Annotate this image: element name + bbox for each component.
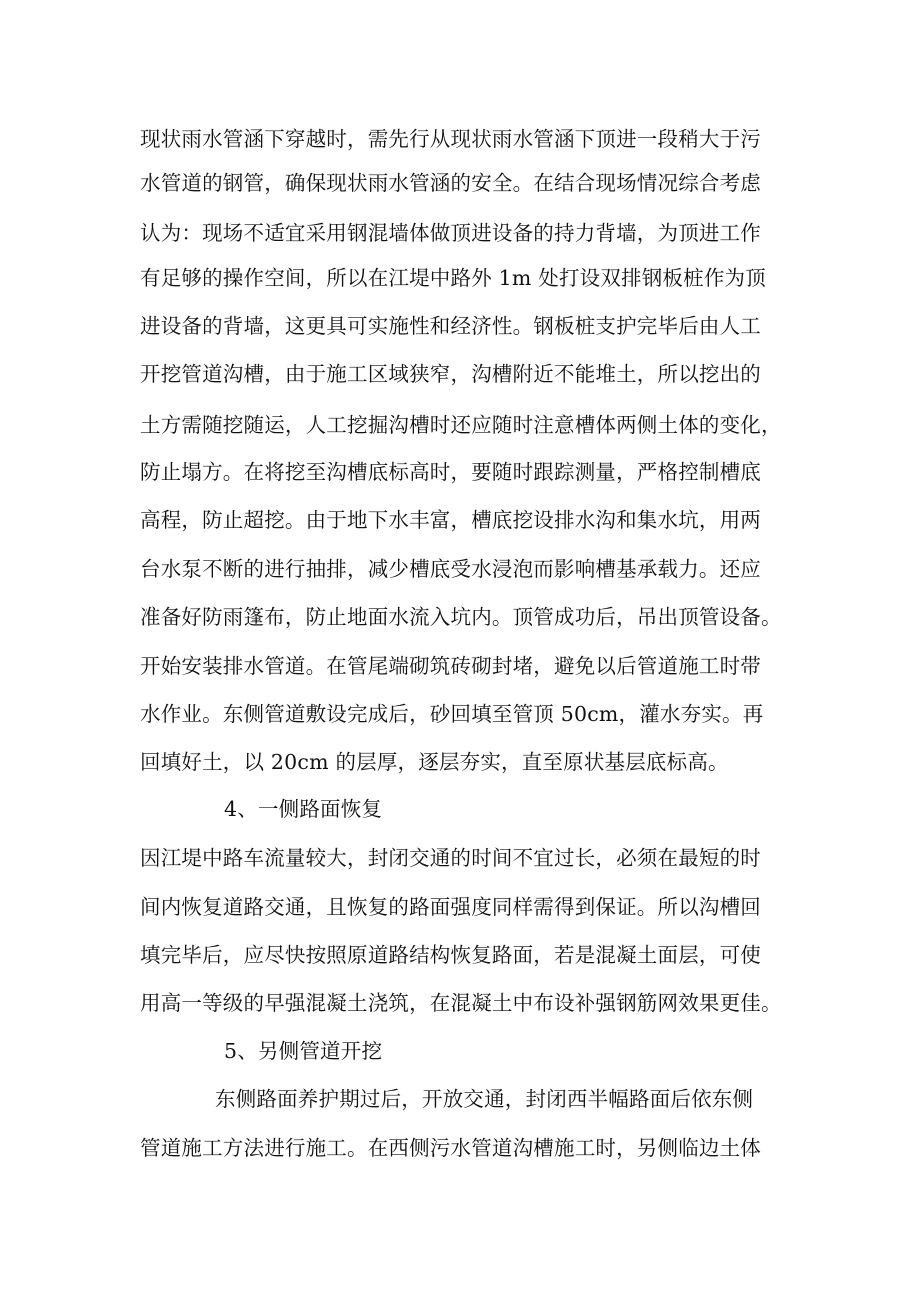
text-line: 现状雨水管涵下穿越时，需先行从现状雨水管涵下顶进一段稍大于污 xyxy=(140,127,761,151)
text-line: 间内恢复道路交通，且恢复的路面强度同样需得到保证。所以沟槽回 xyxy=(140,895,761,919)
text-line: 水管道的钢管，确保现状雨水管涵的安全。在结合现场情况综合考虑 xyxy=(140,171,761,195)
text-line: 水作业。东侧管道敷设完成后，砂回填至管顶 50cm，灌水夯实。再 xyxy=(140,702,764,726)
text-line: 因江堤中路车流量较大，封闭交通的时间不宜过长，必须在最短的时 xyxy=(140,846,761,870)
text-line: 开始安装排水管道。在管尾端砌筑砖砌封堵，避免以后管道施工时带 xyxy=(140,654,761,678)
text-line: 回填好土，以 20cm 的层厚，逐层夯实，直至原状基层底标高。 xyxy=(140,750,729,774)
text-line: 管道施工方法进行施工。在西侧污水管道沟槽施工时，另侧临边土体 xyxy=(140,1136,761,1160)
text-line: 填完毕后，应尽快按照原道路结构恢复路面，若是混凝土面层，可使 xyxy=(140,943,761,967)
text-line: 开挖管道沟槽，由于施工区域狭窄，沟槽附近不能堆土，所以挖出的 xyxy=(140,362,761,386)
text-line: 台水泵不断的进行抽排，减少槽底受水浸泡而影响槽基承载力。还应 xyxy=(140,557,761,581)
text-line: 东侧路面养护期过后，开放交通，封闭西半幅路面后依东侧 xyxy=(215,1087,754,1111)
section-heading: 4、一侧路面恢复 xyxy=(224,797,383,821)
text-line: 高程，防止超挖。由于地下水丰富，槽底挖设排水沟和集水坑，用两 xyxy=(140,508,761,532)
text-line: 用高一等级的早强混凝土浇筑，在混凝土中布设补强钢筋网效果更佳。 xyxy=(140,991,782,1015)
text-line: 认为：现场不适宜采用钢混墙体做顶进设备的持力背墙，为顶进工作 xyxy=(140,221,761,245)
text-line: 进设备的背墙，这更具可实施性和经济性。钢板桩支护完毕后由人工 xyxy=(140,314,761,338)
text-line: 防止塌方。在将挖至沟槽底标高时，要随时跟踪测量，严格控制槽底 xyxy=(140,460,761,484)
section-heading: 5、另侧管道开挖 xyxy=(224,1039,383,1063)
text-line: 有足够的操作空间，所以在江堤中路外 1m 处打设双排钢板桩作为顶 xyxy=(140,266,766,290)
text-line: 土方需随挖随运，人工挖掘沟槽时还应随时注意槽体两侧土体的变化， xyxy=(140,413,782,437)
text-line: 准备好防雨篷布，防止地面水流入坑内。顶管成功后，吊出顶管设备。 xyxy=(140,605,782,629)
